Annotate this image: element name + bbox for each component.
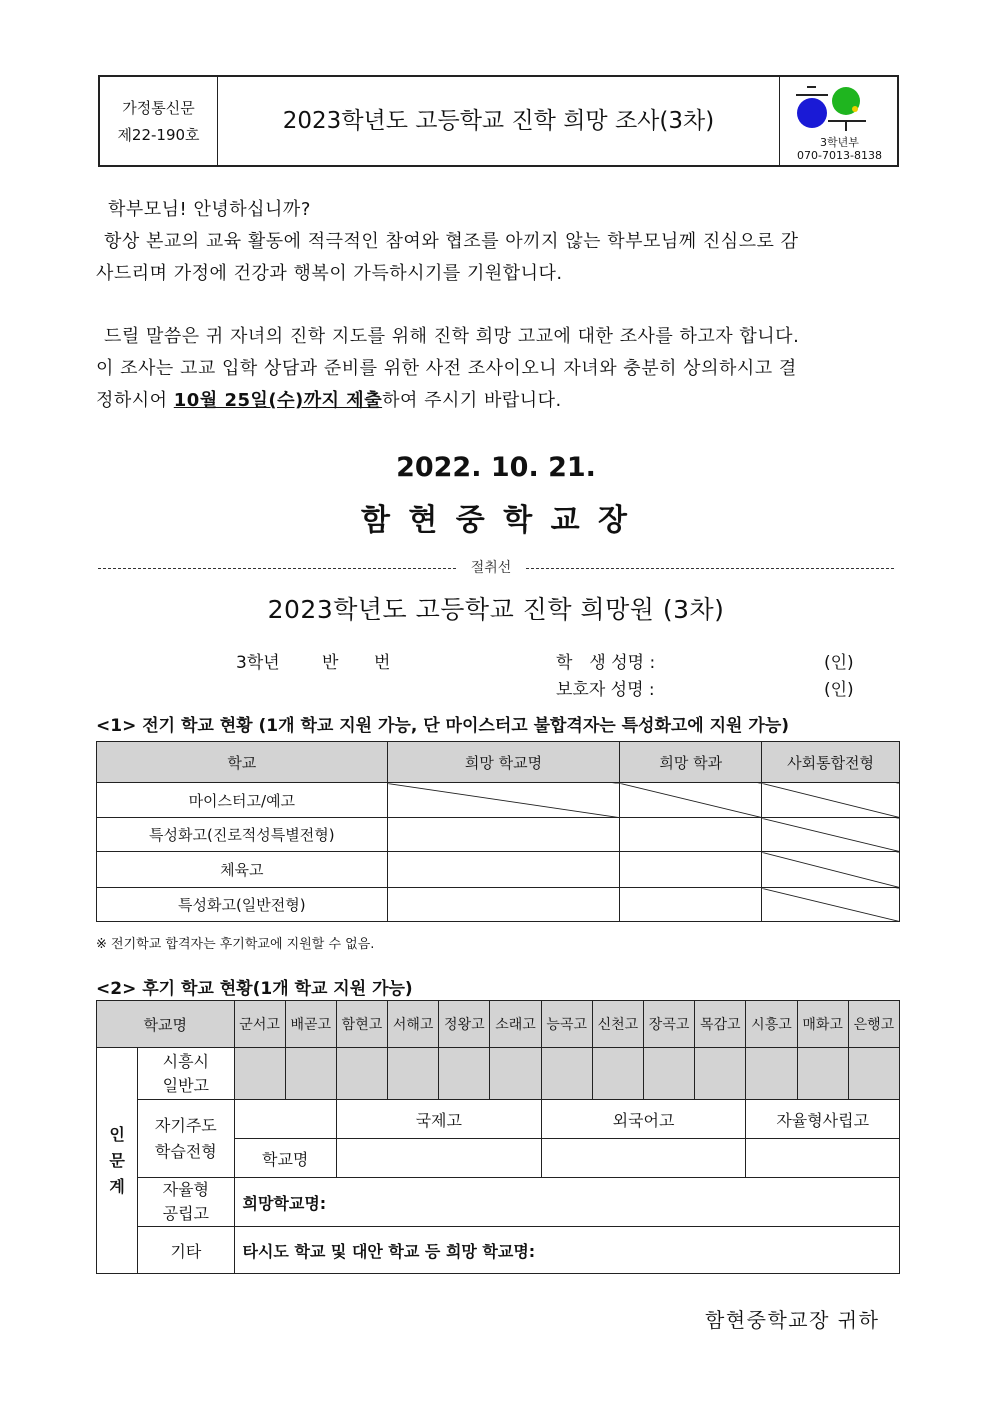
choice-cell[interactable] (285, 1048, 336, 1100)
choice-cell[interactable] (797, 1048, 848, 1100)
section-2-title: <2> 후기 학교 현황(1개 학교 지원 가능) (96, 979, 413, 999)
choice-cell[interactable] (490, 1048, 541, 1100)
row-label-special-aptitude: 특성화고(진로적성특별전형) (97, 818, 388, 852)
desired-major-cell[interactable] (620, 852, 762, 888)
paragraph-2-line-3 (96, 385, 899, 417)
autonomous-public-field-label: 희망학교명: (242, 1193, 327, 1213)
type-autonomous-private: 자율형사립고 (746, 1100, 900, 1139)
autonomous-public-input[interactable] (234, 1178, 900, 1227)
class-label: 반 (322, 653, 339, 673)
social-integration-cell[interactable] (762, 783, 900, 818)
desired-major-cell[interactable] (620, 888, 762, 922)
school-neunggok: 능곡고 (541, 1001, 592, 1048)
school-baegot: 배곧고 (285, 1001, 336, 1048)
row-label-siheung-general-text: 시흥시 일반고 (162, 1051, 209, 1095)
social-integration-cell[interactable] (762, 818, 900, 852)
principal-signature: 함 현 중 학 교 장 (360, 503, 632, 538)
letter-date: 2022. 10. 21. (396, 452, 596, 483)
early-school-table (96, 741, 900, 922)
choice-cell[interactable] (439, 1048, 490, 1100)
paragraph-2-line-2: 이 조사는 고교 입학 상담과 준비를 위한 사전 조사이오니 자녀와 충분히 상의하시고 결 (96, 358, 797, 379)
school-sorae: 소래고 (490, 1001, 541, 1048)
school-hamhyeon: 함현고 (336, 1001, 387, 1048)
paragraph-1-line-2: 사드리며 가정에 건강과 행복이 가득하시기를 기원합니다. (96, 263, 563, 284)
grade-label: 3학년 (236, 653, 280, 673)
choice-cell[interactable] (388, 1048, 439, 1100)
department-phone: 070-7013-8138 (797, 149, 882, 162)
guardian-name-label: 보호자 성명 : (556, 680, 655, 700)
header-desired-major: 희망 학과 (620, 742, 762, 783)
letter-paragraph-1 (96, 226, 899, 290)
foreign-language-school-input[interactable] (541, 1139, 746, 1178)
social-integration-cell[interactable] (762, 852, 900, 888)
school-mokgam: 목감고 (695, 1001, 746, 1048)
autonomous-private-school-input[interactable] (746, 1139, 900, 1178)
choice-cell[interactable] (644, 1048, 695, 1100)
form-title: 2023학년도 고등학교 진학 희망원 (3차) (267, 595, 725, 624)
school-sincheon: 신천고 (592, 1001, 643, 1048)
notice-header (98, 75, 899, 167)
header-desired-school: 희망 학교명 (387, 742, 620, 783)
number-label: 번 (374, 653, 391, 673)
blank-cell (234, 1100, 336, 1139)
header-school: 학교 (97, 742, 388, 783)
row-label-siheung-general (138, 1048, 234, 1100)
header-social-integration: 사회통합전형 (762, 742, 900, 783)
desired-major-cell[interactable] (620, 818, 762, 852)
greeting: 학부모님! 안녕하십니까? (108, 199, 311, 220)
student-name-label: 학 생 성명 : (556, 653, 656, 673)
department-logo (780, 77, 899, 165)
school-jeongwang: 정왕고 (439, 1001, 490, 1048)
social-integration-cell[interactable] (762, 888, 900, 922)
school-gunseo: 군서고 (234, 1001, 285, 1048)
deadline: 10월 25일(수)까지 제출 (173, 390, 383, 411)
paragraph-1-line-1: 항상 본교의 교육 활동에 적극적인 참여와 협조를 아끼지 않는 학부모님께 진심으로 감 (104, 231, 799, 252)
letter-paragraph-2 (96, 321, 899, 417)
other-school-field-label: 타시도 학교 및 대안 학교 등 희망 학교명: (242, 1241, 536, 1261)
paragraph-2-line-1: 드릴 말씀은 귀 자녀의 진학 지도를 위해 진학 희망 고교에 대한 조사를 하고자 합니다. (104, 326, 800, 347)
school-eunhaeng: 은행고 (848, 1001, 899, 1048)
row-label-autonomous-public-text: 자율형 공립고 (162, 1180, 209, 1223)
school-seohae: 서해고 (388, 1001, 439, 1048)
cutline-label: 절취선 (470, 560, 512, 576)
row-label-special-general: 특성화고(일반전형) (97, 888, 388, 922)
desired-school-cell[interactable] (387, 818, 620, 852)
paragraph-2-line-3-pre: 정하시어 (96, 390, 174, 411)
row-label-autonomous-public (138, 1178, 234, 1227)
choice-cell[interactable] (746, 1048, 797, 1100)
row-label-other: 기타 (138, 1227, 234, 1274)
paragraph-2-line-3-post: 하여 주시기 바랍니다. (382, 390, 562, 411)
row-label-self-directed (138, 1100, 234, 1178)
guardian-seal: (인) (824, 680, 854, 700)
choice-cell[interactable] (234, 1048, 285, 1100)
self-directed-school-label: 학교명 (234, 1139, 336, 1178)
notice-number: 제22-190호 (117, 126, 200, 144)
notice-category: 가정통신문 (122, 99, 195, 117)
desired-major-cell[interactable] (620, 783, 762, 818)
section-1-note: ※ 전기학교 합격자는 후기학교에 지원할 수 없음. (96, 937, 375, 952)
category-humanities (97, 1048, 138, 1274)
notice-number-cell (100, 77, 218, 165)
department-label: 3학년부 (820, 136, 859, 149)
school-janggok: 장곡고 (644, 1001, 695, 1048)
section-1-title: <1> 전기 학교 현황 (1개 학교 지원 가능, 단 마이스터고 불합격자는 특성화고에 지원 가능) (96, 716, 790, 736)
choice-cell[interactable] (541, 1048, 592, 1100)
cutline-left (98, 568, 456, 569)
desired-school-cell[interactable] (387, 852, 620, 888)
late-school-table (96, 1000, 900, 1274)
student-seal: (인) (824, 653, 854, 673)
choice-cell[interactable] (592, 1048, 643, 1100)
international-school-input[interactable] (336, 1139, 541, 1178)
choice-cell[interactable] (848, 1048, 899, 1100)
school-maehwa: 매화고 (797, 1001, 848, 1048)
desired-school-cell[interactable] (387, 888, 620, 922)
row-label-meister: 마이스터고/예고 (97, 783, 388, 818)
category-humanities-label: 인문계 (109, 1124, 125, 1196)
other-school-input[interactable] (234, 1227, 900, 1274)
type-foreign-language: 외국어고 (541, 1100, 746, 1139)
choice-cell[interactable] (695, 1048, 746, 1100)
school-logo-icon (780, 81, 899, 139)
row-label-self-directed-text: 자기주도 학습전형 (154, 1115, 217, 1161)
type-international: 국제고 (336, 1100, 541, 1139)
school-siheung: 시흥고 (746, 1001, 797, 1048)
choice-cell[interactable] (336, 1048, 387, 1100)
row-label-sports: 체육고 (97, 852, 388, 888)
cutline-right (526, 568, 894, 569)
closing-addressee: 함현중학교장 귀하 (705, 1308, 880, 1332)
desired-school-cell[interactable] (387, 783, 620, 818)
header-school-name: 학교명 (97, 1001, 235, 1048)
notice-title: 2023학년도 고등학교 진학 희망 조사(3차) (218, 77, 780, 165)
